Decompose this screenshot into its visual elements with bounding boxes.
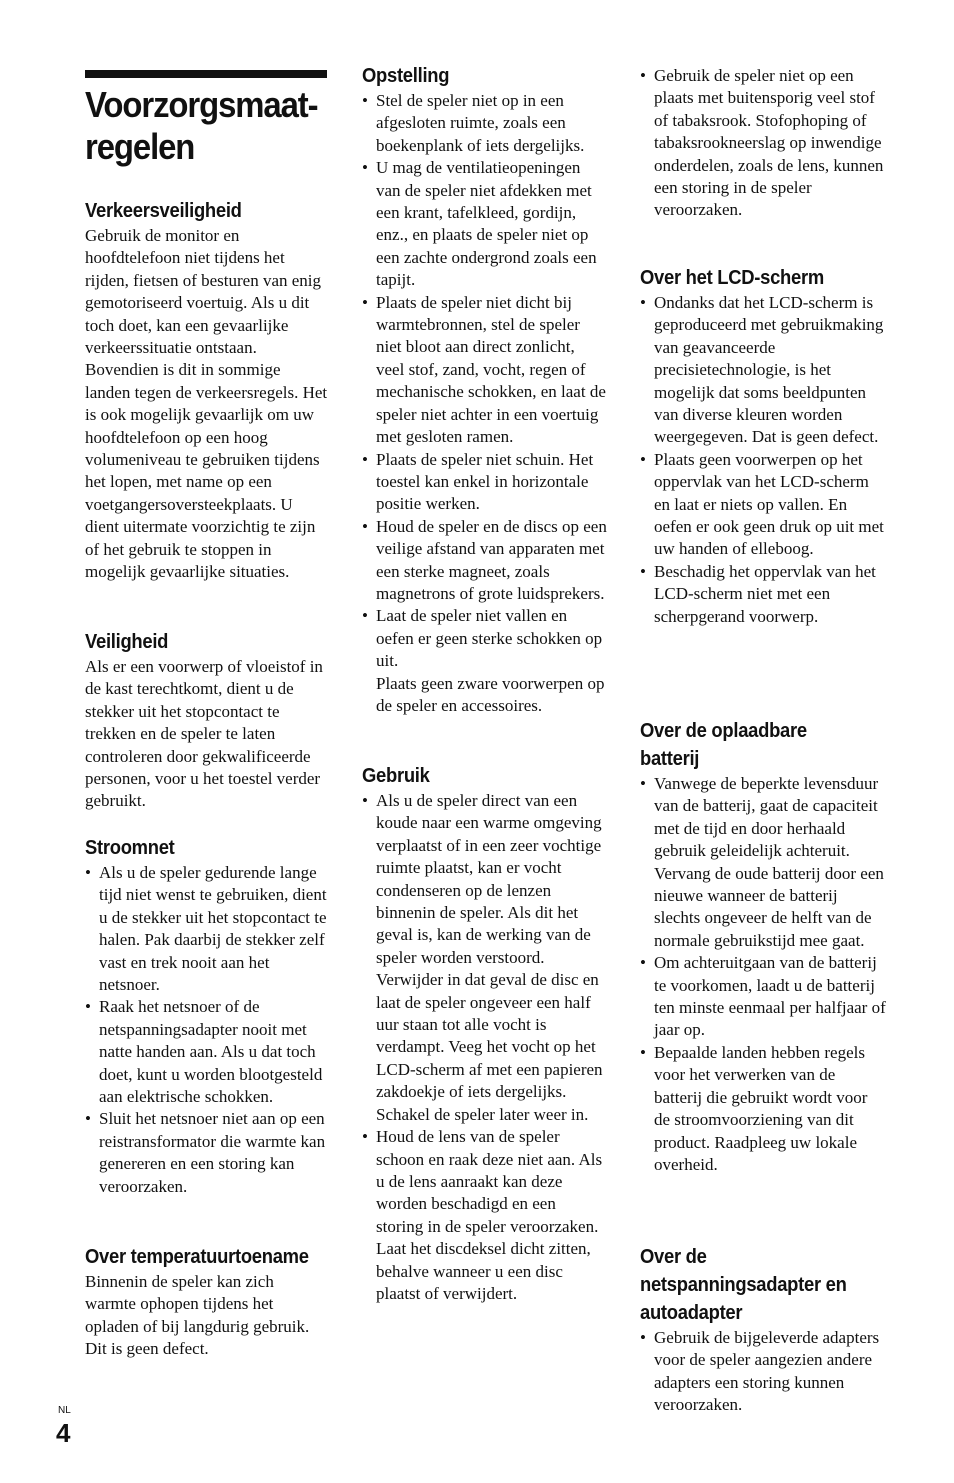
list-item: • Als u de speler direct van een koude naar een warme omgeving verplaatst of in een zeer vochtige ruimte plaatst, kan er vocht condenseren op de lenzen binnenin de speler. Als dit het geval is, kan de werking van de speler worden verstoord. Verwijder in dat geval de disc en laat de speler ongeveer een half uur staan tot alle vocht is verdampt. Veeg het vocht op het LCD-scherm af met een papieren zakdoekje of iets dergelijks. Schakel de speler later weer in.: [362, 790, 607, 1126]
heading-lcd: Over het LCD-scherm: [640, 267, 824, 289]
list-lcd: [640, 292, 886, 628]
heading-verkeersveiligheid: Verkeersveiligheid: [85, 200, 242, 222]
language-tag: NL: [58, 1405, 71, 1416]
text-verkeersveiligheid: Gebruik de monitor en hoofdtelefoon niet tijdens het rijden, fietsen of besturen van enig gemotoriseerd voertuig. Als u dit toch doet, kan een gevaarlijke verkeerssituatie ontstaan. Bovendien is dit in sommige landen tegen de verkeersregels. Het is ook mogelijk gevaarlijk om uw hoofdtelefoon op een hoog volumeniveau te gebruiken tijdens het lopen, met name op een voetgangersoversteekplaats. U dient uitermate voorzichtig te zijn of het gebruik te stoppen in mogelijk gevaarlijke situaties.: [85, 226, 328, 582]
list-item: • Plaats de speler niet schuin. Het toestel kan enkel in horizontale positie werken.: [362, 449, 607, 516]
list-item: • Plaats geen voorwerpen op het oppervlak van het LCD-scherm en laat er niets op vallen. En oefen er ook geen druk op uit met uw handen of elleboog.: [640, 449, 886, 561]
list-item: • Ondanks dat het LCD-scherm is geproduceerd met gebruikmaking van geavanceerde precisietechnologie, is het mogelijk dat soms beeldpunten van diverse kleuren worden weergegeven. Dat is geen defect.: [640, 292, 886, 449]
list-item-text: Laat de speler niet vallen en oefen er geen sterke schokken op uit.: [376, 606, 603, 671]
list-item: • Vanwege de beperkte levensduur van de batterij, gaat de capaciteit met de tijd en door herhaald gebruik geleidelijk achteruit. Vervang de oude batterij door een nieuwe wanneer de batterij slechts ongeveer de helft van de normale gebruikstijd mee gaat.: [640, 773, 886, 952]
list-item: • Houd de speler en de discs op een veilige afstand van apparaten met een sterke magneet, zoals magnetrons of grote luidsprekers.: [362, 516, 607, 606]
section-tabaksrook: [640, 65, 886, 222]
list-item: • Raak het netsnoer of de netspanningsadapter nooit met natte handen aan. Als u dat toch doet, kunt u worden blootgesteld aan elektrische schokken.: [85, 996, 328, 1108]
text-veiligheid: Als er een voorwerp of vloeistof in de kast terechtkomt, dient u de stekker uit het stopcontact te trekken en de speler te laten controleren door gekwalificeerde personen, voor u het toestel verder gebruikt.: [85, 657, 323, 811]
list-stroomnet: [85, 862, 328, 1198]
list-item: [362, 605, 607, 717]
list-item: • Beschadig het oppervlak van het LCD-scherm niet met een scherpgerand voorwerp.: [640, 561, 886, 628]
list-item: • Gebruik de bijgeleverde adapters voor de speler aangezien andere adapters een storing kunnen veroorzaken.: [640, 1327, 886, 1417]
list-tabaksrook: [640, 65, 886, 222]
section-veiligheid: [85, 628, 328, 813]
list-adapter: [640, 1327, 886, 1417]
section-stroomnet: [85, 834, 328, 1198]
page-title: Voorzorgsmaat- regelen: [85, 84, 318, 167]
list-item: • Gebruik de speler niet op een plaats met buitensporig veel stof of tabaksrook. Stofophoping of tabaksrookneerslag op inwendige onderdelen, zoals de lens, kunnen een storing in de speler veroorzaken.: [640, 65, 886, 222]
page-number: 4: [56, 1418, 71, 1448]
section-batterij: [640, 717, 886, 1176]
list-item-continuation: Plaats geen zware voorwerpen op de speler en accessoires.: [376, 673, 605, 715]
list-item: • Houd de lens van de speler schoon en raak deze niet aan. Als u de lens aanraakt kan deze worden beschadigd en een storing in de speler veroorzaken. Laat het discdeksel dicht zitten, behalve wanneer u een disc plaatst of verwijdert.: [362, 1126, 607, 1305]
heading-stroomnet: Stroomnet: [85, 837, 175, 859]
section-temperatuur: [85, 1243, 328, 1361]
list-item: • U mag de ventilatieopeningen van de speler niet afdekken met een krant, tafelkleed, gordijn, enz., en plaats de speler niet op een zachte ondergrond zoals een tapijt.: [362, 157, 607, 291]
list-batterij: [640, 773, 886, 1176]
list-item: • Als u de speler gedurende lange tijd niet wenst te gebruiken, dient u de stekker uit het stopcontact te halen. Pak daarbij de stekker zelf vast en trek nooit aan het netsnoer.: [85, 862, 328, 996]
heading-opstelling: Opstelling: [362, 65, 450, 87]
list-item: • Sluit het netsnoer niet aan op een reistransformator die warmte kan genereren en een storing kan veroorzaken.: [85, 1108, 328, 1198]
section-adapter: [640, 1243, 886, 1417]
list-item: • Stel de speler niet op in een afgesloten ruimte, zoals een boekenplank of iets dergelijks.: [362, 90, 607, 157]
heading-gebruik: Gebruik: [362, 765, 430, 787]
list-item: • Bepaalde landen hebben regels voor het verwerken van de batterij die gebruikt wordt voor de stroomvoorziening van dit product. Raadpleeg uw lokale overheid.: [640, 1042, 886, 1176]
list-item: • Om achteruitgaan van de batterij te voorkomen, laadt u de batterij ten minste eenmaal per halfjaar of jaar op.: [640, 952, 886, 1042]
heading-veiligheid: Veiligheid: [85, 631, 169, 653]
section-gebruik: [362, 762, 607, 1305]
list-gebruik: [362, 790, 607, 1305]
section-verkeersveiligheid: [85, 197, 328, 584]
section-opstelling: [362, 62, 607, 717]
heading-adapter: Over de netspanningsadapter en autoadapter: [640, 1246, 847, 1324]
text-temperatuur: Binnenin de speler kan zich warmte ophopen tijdens het opladen of bij langdurig gebruik. Dit is geen defect.: [85, 1272, 310, 1359]
list-opstelling: [362, 90, 607, 717]
heading-temperatuur: Over temperatuurtoename: [85, 1246, 309, 1268]
section-lcd: [640, 264, 886, 628]
heading-batterij: Over de oplaadbare batterij: [640, 720, 807, 770]
list-item: • Plaats de speler niet dicht bij warmtebronnen, stel de speler niet bloot aan direct zonlicht, veel stof, zand, vocht, regen of mechanische schokken, en laat de speler niet achter in een voertuig met gesloten ramen.: [362, 292, 607, 449]
title-rule: [85, 70, 327, 78]
